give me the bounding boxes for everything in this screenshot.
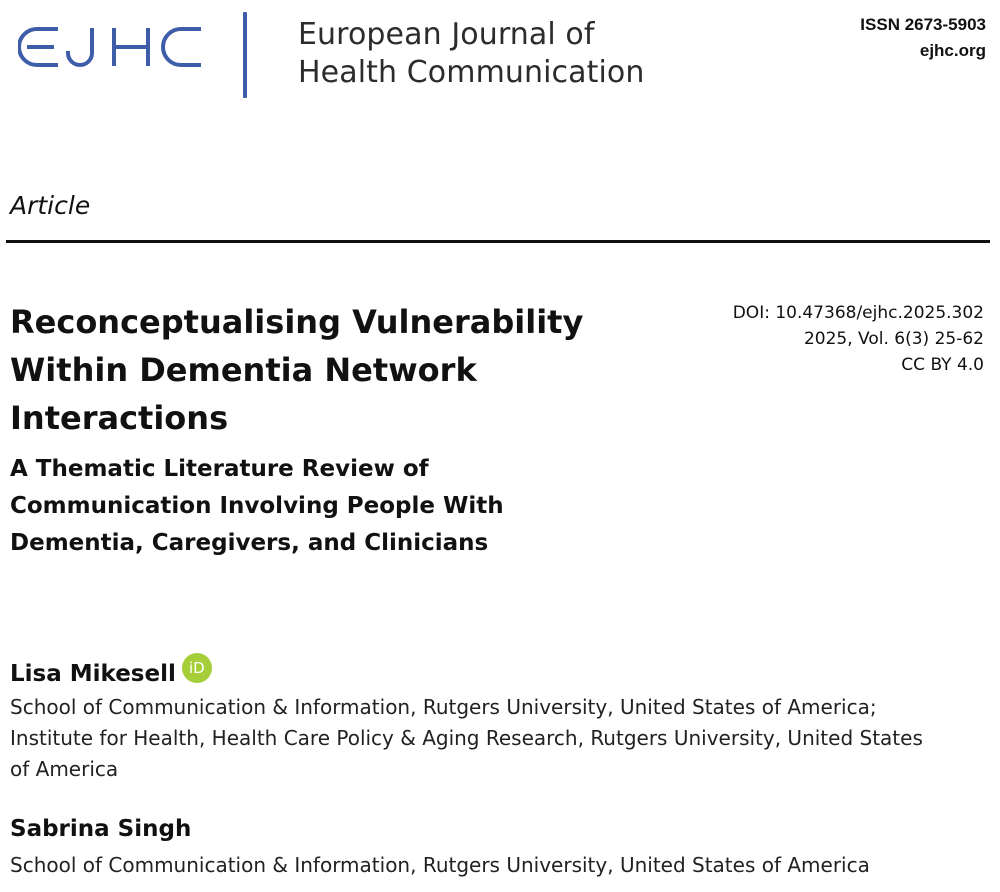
article-metadata: [733, 300, 984, 378]
author-affiliation: [10, 850, 985, 881]
orcid-icon[interactable]: iD: [182, 653, 212, 683]
journal-identifiers: [860, 12, 986, 64]
affiliation-line: of America: [10, 757, 119, 781]
affiliation-line: School of Communication & Information, Rutgers University, United States of America: [10, 853, 870, 877]
journal-name: [298, 16, 645, 92]
title-line: Interactions: [10, 399, 229, 437]
logo-divider: [243, 12, 247, 98]
author-block: [10, 653, 212, 687]
site-url[interactable]: ejhc.org: [919, 41, 986, 60]
article-type: Article: [10, 191, 91, 220]
volume-info: 2025, Vol. 6(3) 25-62: [803, 329, 984, 349]
subtitle-line: Communication Involving People With: [10, 493, 504, 519]
journal-name-line: Health Communication: [298, 55, 645, 90]
subtitle-line: Dementia, Caregivers, and Clinicians: [10, 530, 489, 556]
author-name: Sabrina Singh: [10, 816, 192, 842]
journal-name-line: European Journal of: [298, 17, 595, 52]
author-affiliation: [10, 692, 985, 785]
issn: ISSN 2673-5903: [860, 15, 986, 34]
affiliation-line: Institute for Health, Health Care Policy & Aging Research, Rutgers University, United States: [10, 726, 923, 750]
license[interactable]: CC BY 4.0: [901, 355, 984, 375]
subtitle-line: A Thematic Literature Review of: [10, 456, 429, 482]
doi[interactable]: DOI: 10.47368/ejhc.2025.302: [732, 303, 984, 323]
article-subtitle: [10, 451, 504, 562]
horizontal-rule: [6, 240, 990, 243]
author-block: [10, 816, 191, 842]
title-line: Reconceptualising Vulnerability: [10, 303, 584, 341]
title-line: Within Dementia Network: [10, 351, 477, 389]
affiliation-line: School of Communication & Information, Rutgers University, United States of America;: [10, 695, 877, 719]
author-name: Lisa Mikesell: [10, 661, 176, 687]
article-title: [10, 298, 610, 442]
logo-text: EJHC: [18, 26, 21, 27]
ejhc-logo: [18, 26, 204, 68]
